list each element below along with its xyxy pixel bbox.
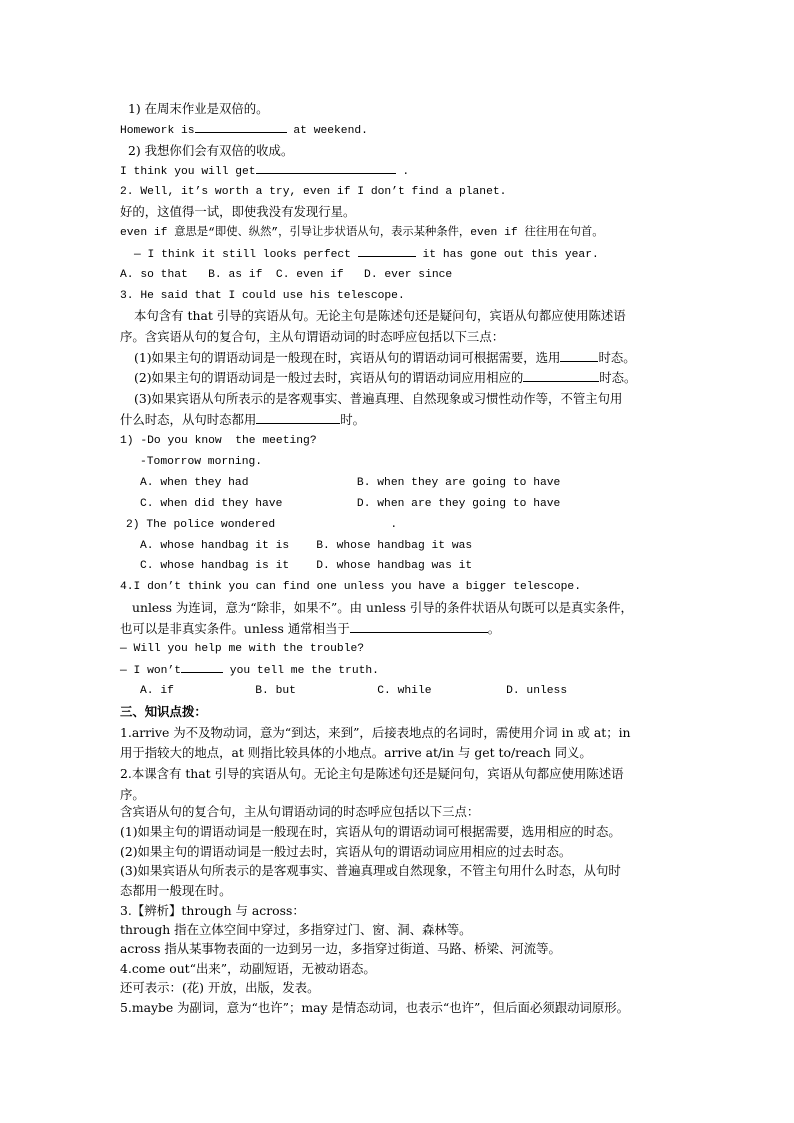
- text-line: 三、知识点拨：: [120, 704, 207, 719]
- answer-blank: [256, 162, 396, 174]
- line-segment: you tell me the truth.: [223, 665, 379, 677]
- line-segment: 时态。: [598, 350, 636, 365]
- text-line: 用于指较大的地点，at 则指比较具体的小地点。arrive at/in 与 get to/reach 同义。: [120, 745, 592, 760]
- text-line: 含宾语从句的复合句，主从句谓语动词的时态呼应包括以下三点：: [120, 804, 480, 819]
- text-line: 2) 我想你们会有双倍的收成。: [128, 143, 294, 158]
- text-line: [134, 245, 599, 264]
- answer-blank: [181, 661, 223, 673]
- text-line: even if 意思是“即使、纵然”，引导让步状语从句，表示某种条件，even if 往往用在句首。: [120, 227, 604, 239]
- line-segment: .: [395, 166, 410, 178]
- text-line: (3)如果宾语从句所表示的是客观事实、普遍真理或自然现象，不管主句用什么时态，从句时: [120, 863, 621, 878]
- text-line: 4.I don’t think you can find one unless you have a bigger telescope.: [120, 581, 581, 593]
- answer-blank: [358, 245, 416, 257]
- line-segment: I think you will get: [120, 166, 256, 178]
- text-line: unless 为连词，意为“除非，如果不”。由 unless 引导的条件状语从句既可以是真实条件，: [132, 600, 633, 615]
- text-line: (2)如果主句的谓语动词是一般过去时，宾语从句的谓语动词应用相应的过去时态。: [120, 844, 572, 859]
- line-segment: 也可以是非真实条件。unless 通常相当于: [120, 621, 350, 636]
- text-line: A. whose handbag it is B. whose handbag it was: [140, 540, 473, 552]
- line-segment: — I think it still looks perfect: [134, 249, 358, 261]
- text-line: C. whose handbag is it D. whose handbag was it: [140, 560, 473, 572]
- text-line: — Will you help me with the trouble?: [120, 643, 365, 655]
- line-segment: 时态。: [599, 370, 637, 385]
- text-line: (1)如果主句的谓语动词是一般现在时，宾语从句的谓语动词可根据需要，选用相应的时态。: [120, 824, 621, 839]
- text-line: across 指从某事物表面的一边到另一边，多指穿过街道、马路、桥梁、河流等。: [120, 941, 561, 956]
- line-segment: 什么时态，从句时态都用: [120, 412, 257, 427]
- answer-blank: [350, 621, 488, 633]
- answer-blank: [195, 121, 287, 133]
- text-line: A. so that B. as if C. even if D. ever since: [120, 269, 453, 281]
- text-line: [120, 620, 500, 638]
- text-line: [134, 349, 636, 367]
- text-line: [120, 661, 379, 680]
- text-line: [120, 121, 368, 140]
- text-line: (3)如果宾语从句所表示的是客观事实、普遍真理、自然现象或习惯性动作等，不管主句用: [134, 391, 623, 406]
- text-line: 2) The police wondered .: [126, 519, 398, 531]
- line-segment: at weekend.: [286, 125, 368, 137]
- text-line: 还可表示：(花) 开放，出版，发表。: [120, 980, 320, 995]
- text-line: 序。: [120, 787, 145, 802]
- text-line: 3. He said that I could use his telescope.: [120, 290, 405, 302]
- text-line: [120, 162, 409, 181]
- text-line: 序。含宾语从句的复合句，主从句谓语动词的时态呼应包括以下三点：: [120, 329, 505, 344]
- line-segment: Homework is: [120, 125, 195, 137]
- answer-blank: [256, 412, 340, 424]
- text-line: 1.arrive 为不及物动词，意为“到达，来到”，后接表地点的名词时，需使用介词 in 或 at；in: [120, 725, 631, 740]
- answer-blank: [523, 370, 599, 382]
- text-line: 1) -Do you know the meeting?: [120, 435, 317, 447]
- text-line: [134, 369, 636, 387]
- text-line: A. if B. but C. while D. unless: [140, 685, 568, 697]
- line-segment: 时。: [340, 412, 366, 427]
- text-line: 2.本课含有 that 引导的宾语从句。无论主句是陈述句还是疑问句，宾语从句都应使用陈述语: [120, 766, 624, 781]
- line-segment: 。: [487, 621, 501, 636]
- text-line: C. when did they have D. when are they going to have: [140, 498, 561, 510]
- text-line: [120, 411, 365, 429]
- line-segment: (2)如果主句的谓语动词是一般过去时，宾语从句的谓语动词应用相应的: [134, 370, 524, 385]
- text-line: 4.come out“出来”，动副短语，无被动语态。: [120, 961, 376, 976]
- text-line: 3.【辨析】through 与 across：: [120, 903, 305, 918]
- text-line: 5.maybe 为副词，意为“也许”；may 是情态动词，也表示“也许”，但后面必须跟动词原形。: [120, 1000, 630, 1015]
- line-segment: (1)如果主句的谓语动词是一般现在时，宾语从句的谓语动词可根据需要，选用: [134, 350, 561, 365]
- text-line: A. when they had B. when they are going to have: [140, 477, 561, 489]
- text-line: 好的，这值得一试，即使我没有发现行星。: [120, 204, 356, 219]
- text-line: 2. Well, it’s worth a try, even if I don’t find a planet.: [120, 186, 507, 198]
- line-segment: — I won’t: [120, 665, 182, 677]
- text-line: 本句含有 that 引导的宾语从句。无论主句是陈述句还是疑问句，宾语从句都应使用陈述语: [134, 308, 626, 323]
- line-segment: it has gone out this year.: [415, 249, 599, 261]
- text-line: -Tomorrow morning.: [140, 456, 263, 468]
- text-line: 态都用一般现在时。: [120, 883, 232, 898]
- text-line: 1) 在周末作业是双倍的。: [128, 101, 269, 116]
- text-line: through 指在立体空间中穿过，多指穿过门、窗、洞、森林等。: [120, 922, 472, 937]
- answer-blank: [560, 350, 598, 362]
